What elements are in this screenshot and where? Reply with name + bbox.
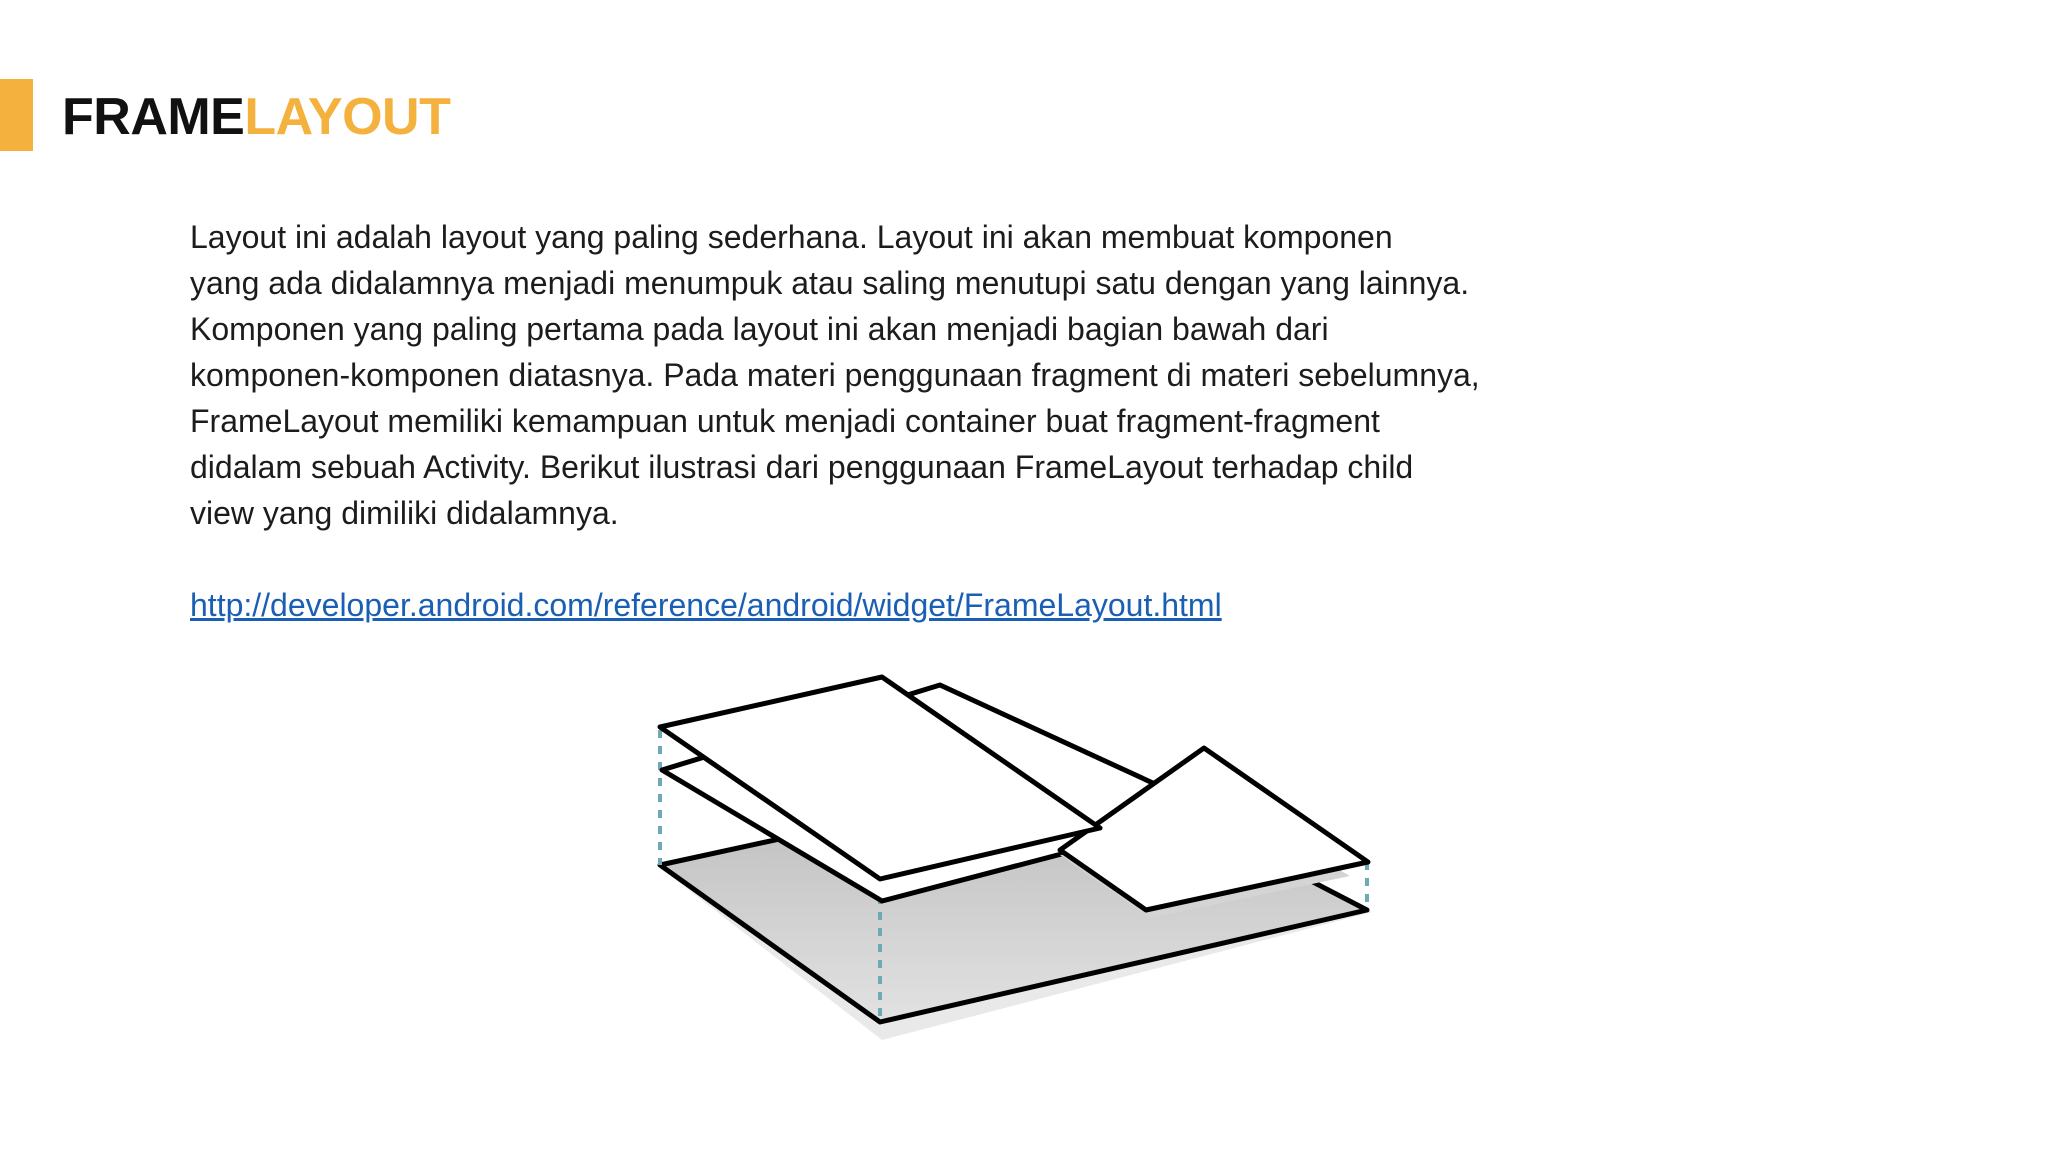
title-part-frame: FRAME [62, 88, 245, 146]
title-part-layout: LAYOUT [244, 88, 451, 146]
framelayout-reference-link[interactable]: http://developer.android.com/reference/android/widget/FrameLayout.html [190, 587, 1222, 623]
body-paragraph: Layout ini adalah layout yang paling sederhana. Layout ini akan membuat komponen yang ada didalamnya menjadi menumpuk atau saling menutupi satu dengan yang lainnya. Komponen yang paling pertama pada layout ini akan menjadi bagian bawah dari komponen-komponen diatasnya. Pada materi penggunaan fragment di materi sebelumnya, FrameLayout memiliki kemampuan untuk menjadi container buat fragment-fragment didalam sebuah Activity. Berikut ilustrasi dari penggunaan FrameLayout terhadap child view yang dimiliki didalamnya. [190, 219, 1480, 531]
